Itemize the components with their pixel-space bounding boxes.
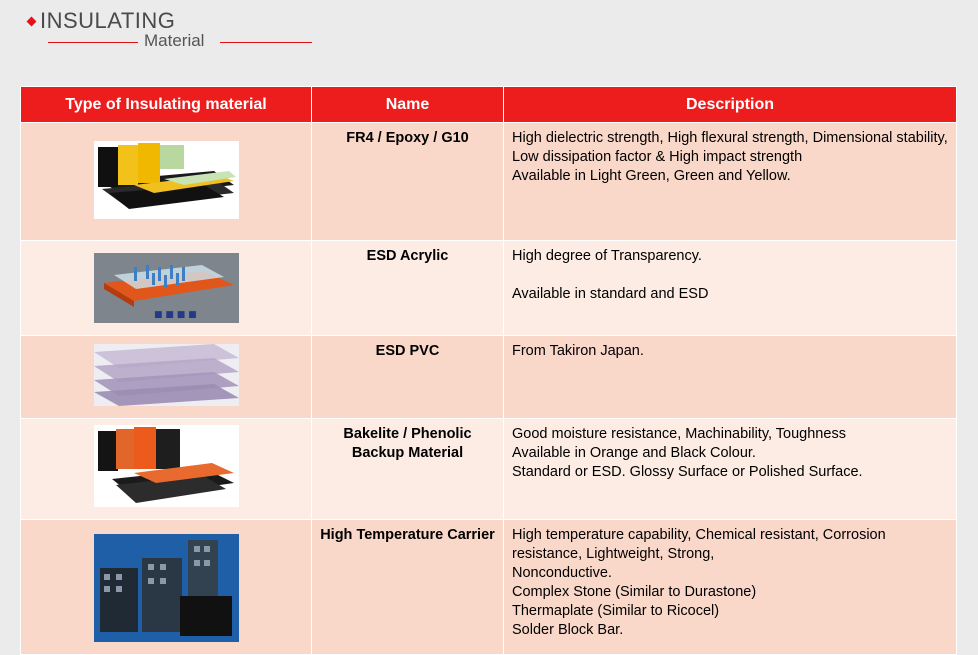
name-cell: ESD PVC: [312, 336, 504, 419]
image-cell: [21, 520, 312, 655]
description-cell: [504, 336, 957, 419]
title-underline-left: [48, 42, 138, 43]
image-cell: [21, 241, 312, 336]
description-line: Available in Orange and Black Colour.: [512, 445, 756, 461]
description-cell: [504, 520, 957, 655]
svg-text:■ ■ ■ ■: ■ ■ ■ ■: [153, 310, 197, 320]
table-row: [21, 241, 957, 336]
materials-table: [20, 86, 957, 655]
name-cell: FR4 / Epoxy / G10: [312, 123, 504, 241]
name-cell: ESD Acrylic: [312, 241, 504, 336]
description-line: Complex Stone (Similar to Durastone): [512, 584, 757, 600]
subtitle-text: Material: [144, 31, 205, 50]
table-row: [21, 419, 957, 520]
column-header-description: Description: [504, 87, 957, 123]
description-line: Available in Light Green, Green and Yellow.: [512, 168, 791, 184]
description-line: High dielectric strength, High flexural strength, Dimensional stability, Low dissipation factor & High impact strength: [512, 130, 948, 165]
carrier-trays-image: [94, 534, 239, 642]
description-cell: [504, 241, 957, 336]
description-line: From Takiron Japan.: [512, 343, 644, 359]
description-cell: [504, 419, 957, 520]
table-row: [21, 123, 957, 241]
title-underline-right: [220, 42, 312, 43]
column-header-name: Name: [312, 87, 504, 123]
description-line: Standard or ESD. Glossy Surface or Polished Surface.: [512, 464, 863, 480]
slide-title: [28, 8, 328, 58]
fr4-sheets-image: [94, 141, 239, 219]
image-cell: [21, 419, 312, 520]
esd-acrylic-image: [94, 253, 239, 323]
description-line: Solder Block Bar.: [512, 622, 624, 638]
description-cell: [504, 123, 957, 241]
title-text: INSULATING: [40, 8, 176, 33]
diamond-bullet-icon: [27, 17, 37, 27]
column-header-type: Type of Insulating material: [21, 87, 312, 123]
name-cell: High Temperature Carrier: [312, 520, 504, 655]
table-row: [21, 520, 957, 655]
bakelite-sheets-image: [94, 425, 239, 507]
description-line: Thermaplate (Similar to Ricocel): [512, 603, 720, 619]
description-line: Good moisture resistance, Machinability, Toughness: [512, 426, 846, 442]
image-cell: [21, 123, 312, 241]
esd-pvc-image: [94, 344, 239, 406]
name-cell: Bakelite / Phenolic Backup Material: [312, 419, 504, 520]
description-line: Nonconductive.: [512, 565, 612, 581]
description-line: Available in standard and ESD: [512, 286, 709, 302]
description-line: High degree of Transparency.: [512, 248, 702, 264]
description-spacer: [512, 266, 948, 285]
table-row: [21, 336, 957, 419]
table-header-row: [21, 87, 957, 123]
image-cell: [21, 336, 312, 419]
description-line: High temperature capability, Chemical resistant, Corrosion resistance, Lightweight, Strong,: [512, 527, 886, 562]
